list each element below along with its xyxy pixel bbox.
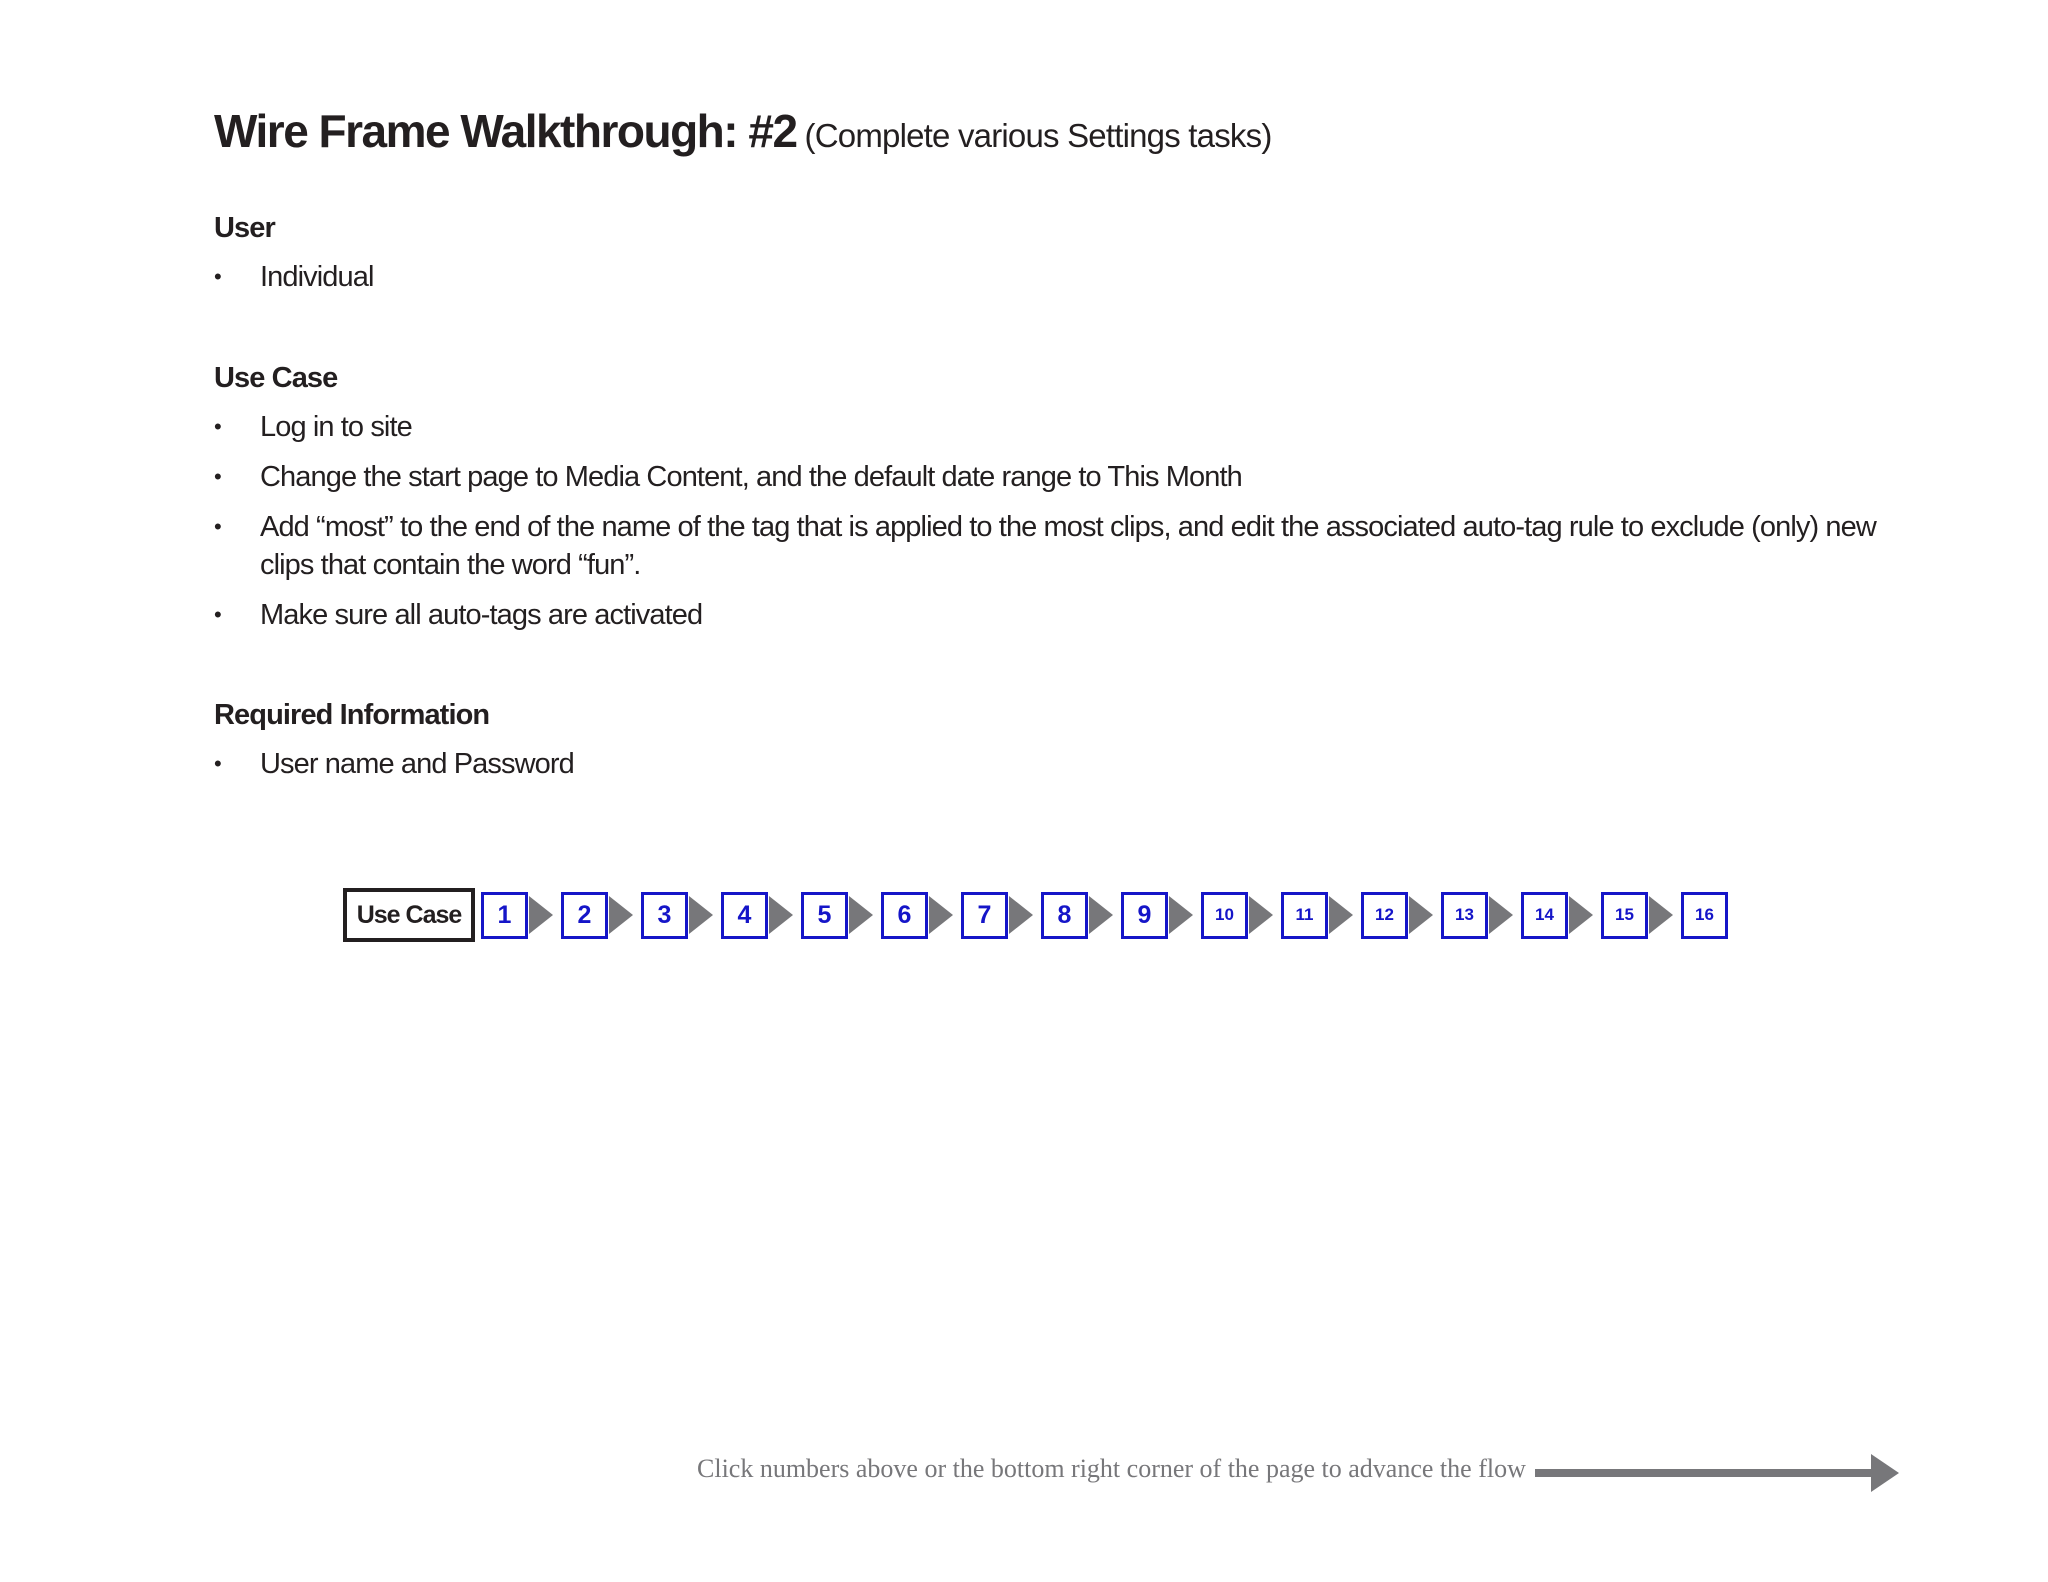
arrow-right-icon	[929, 896, 953, 934]
user-list	[214, 258, 1900, 296]
arrow-right-icon	[769, 896, 793, 934]
bullet-icon: •	[214, 414, 221, 439]
list-item-text: Change the start page to Media Content, and the default date range to This Month	[260, 461, 1242, 493]
flow-step	[641, 892, 721, 939]
list-item-text: User name and Password	[260, 748, 574, 780]
step-button-13[interactable]: 13	[1441, 892, 1488, 939]
flow-step	[561, 892, 641, 939]
step-button-3[interactable]: 3	[641, 892, 688, 939]
step-button-12[interactable]: 12	[1361, 892, 1408, 939]
step-button-14[interactable]: 14	[1521, 892, 1568, 939]
step-button-10[interactable]: 10	[1201, 892, 1248, 939]
flow-step	[1361, 892, 1441, 939]
title-subtitle: (Complete various Settings tasks)	[804, 117, 1272, 154]
list-item-text: Log in to site	[260, 411, 412, 443]
flow-step	[721, 892, 801, 939]
section-required-information	[214, 697, 1900, 795]
arrow-right-icon	[1329, 896, 1353, 934]
flow-step	[1121, 892, 1201, 939]
step-button-1[interactable]: 1	[481, 892, 528, 939]
bullet-icon: •	[214, 751, 221, 776]
step-button-16[interactable]: 16	[1681, 892, 1728, 939]
arrow-right-icon	[1649, 896, 1673, 934]
section-use-case	[214, 360, 1900, 646]
list-item	[214, 745, 1900, 783]
title-main: Wire Frame Walkthrough: #2	[214, 105, 797, 157]
flow-step	[1281, 892, 1361, 939]
bullet-icon: •	[214, 464, 221, 489]
flow-step	[1521, 892, 1601, 939]
required-list	[214, 745, 1900, 783]
flow-step	[1681, 892, 1728, 939]
step-button-4[interactable]: 4	[721, 892, 768, 939]
flow-step	[961, 892, 1041, 939]
arrow-right-icon	[609, 896, 633, 934]
footer-note: Click numbers above or the bottom right corner of the page to advance the flow	[697, 1454, 1526, 1483]
arrow-right-icon	[1169, 896, 1193, 934]
flow-step	[801, 892, 881, 939]
list-item	[214, 408, 1900, 446]
section-heading-user: User	[214, 212, 275, 244]
step-button-15[interactable]: 15	[1601, 892, 1648, 939]
step-button-2[interactable]: 2	[561, 892, 608, 939]
list-item	[214, 508, 1900, 584]
flow-step	[1601, 892, 1681, 939]
flow-step	[1441, 892, 1521, 939]
step-button-5[interactable]: 5	[801, 892, 848, 939]
bullet-icon: •	[214, 264, 221, 289]
flow-step	[1201, 892, 1281, 939]
bullet-icon: •	[214, 514, 221, 539]
flow-step	[481, 892, 561, 939]
arrow-right-icon	[689, 896, 713, 934]
list-item-text: Add “most” to the end of the name of the tag that is applied to the most clips, and edit the associated auto-tag rule to exclude (only) new clips that contain the word “fun”.	[260, 511, 1876, 581]
list-item	[214, 258, 1900, 296]
step-button-9[interactable]: 9	[1121, 892, 1168, 939]
flow-navigation	[343, 888, 1728, 942]
arrow-right-icon	[1089, 896, 1113, 934]
arrow-right-icon	[1409, 896, 1433, 934]
step-button-6[interactable]: 6	[881, 892, 928, 939]
arrow-right-icon	[1249, 896, 1273, 934]
bullet-icon: •	[214, 602, 221, 627]
flow-step	[1041, 892, 1121, 939]
arrow-right-icon	[1569, 896, 1593, 934]
use-case-list	[214, 408, 1900, 634]
list-item	[214, 596, 1900, 634]
arrow-right-icon	[849, 896, 873, 934]
section-heading-use-case: Use Case	[214, 362, 338, 394]
section-heading-required: Required Information	[214, 699, 490, 731]
arrow-right-icon	[1009, 896, 1033, 934]
arrow-right-icon	[1489, 896, 1513, 934]
page-title	[214, 104, 1272, 158]
step-button-11[interactable]: 11	[1281, 892, 1328, 939]
list-item-text: Make sure all auto-tags are activated	[260, 599, 703, 631]
flow-step	[881, 892, 961, 939]
step-button-8[interactable]: 8	[1041, 892, 1088, 939]
advance-arrow-icon[interactable]	[1535, 1454, 1899, 1492]
list-item	[214, 458, 1900, 496]
section-user	[214, 210, 1900, 308]
arrow-right-icon	[529, 896, 553, 934]
step-button-7[interactable]: 7	[961, 892, 1008, 939]
use-case-button[interactable]: Use Case	[343, 888, 475, 942]
list-item-text: Individual	[260, 261, 374, 293]
